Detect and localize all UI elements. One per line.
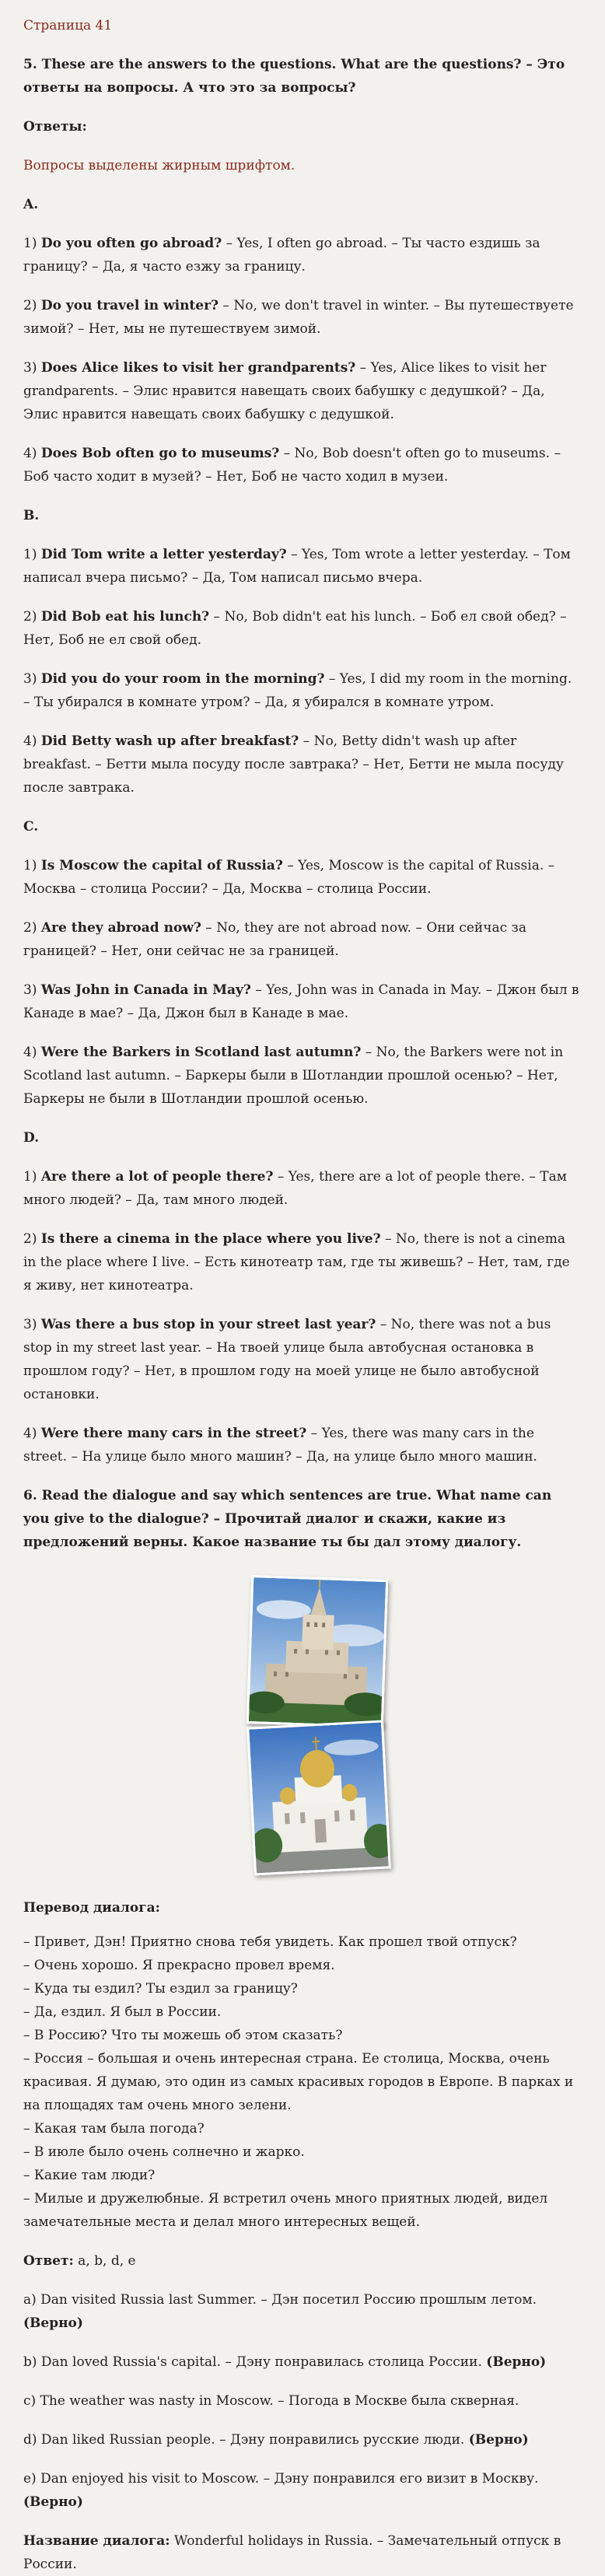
cathedral-photo xyxy=(247,1720,391,1876)
answers-label: Ответы: xyxy=(23,115,582,138)
dialog-line: – Куда ты ездил? Ты ездил за границу? xyxy=(23,1977,582,2000)
dialog-line: – Какие там люди? xyxy=(23,2164,582,2187)
list-item: 3) Did you do your room in the morning? – Yes, I did my room in the morning. – Ты убирался в комнате утром? – Да, я убирался в комнате утром. xyxy=(23,667,582,714)
list-item: 1) Did Tom write a letter yesterday? – Yes, Tom wrote a letter yesterday. – Том написал вчера письмо? – Да, Том написал письмо вчера. xyxy=(23,543,582,590)
dialog-translation xyxy=(23,1930,582,2234)
group-label: C. xyxy=(23,815,582,838)
list-item: 2) Is there a cinema in the place where you live? – No, there is not a cinema in the place where I live. – Есть кинотеатр там, где ты живешь? – Нет, там, где я живу, нет кинотеатра. xyxy=(23,1227,582,1297)
dialog-line: – Привет, Дэн! Приятно снова тебя увидеть. Как прошел твой отпуск? xyxy=(23,1930,582,1954)
statement: b) Dan loved Russia's capital. – Дэну понравилась столица России. (Верно) xyxy=(23,2350,582,2374)
dialog-line: – Очень хорошо. Я прекрасно провел время. xyxy=(23,1954,582,1977)
list-item: 2) Did Bob eat his lunch? – No, Bob didn't eat his lunch. – Боб ел свой обед? – Нет, Боб не ел свой обед. xyxy=(23,605,582,652)
group-label: B. xyxy=(23,504,582,527)
page-number: Страница 41 xyxy=(23,14,582,37)
list-item: 4) Did Betty wash up after breakfast? – No, Betty didn't wash up after breakfast. – Бетти мыла посуду после завтрака? – Нет, Бетти не мыла посуду после завтрака. xyxy=(23,730,582,800)
group-label: A. xyxy=(23,193,582,216)
dialog-line: – В Россию? Что ты можешь об этом сказать? xyxy=(23,2024,582,2047)
dialog-line: – Да, ездил. Я был в России. xyxy=(23,2000,582,2024)
list-item: 2) Are they abroad now? – No, they are not abroad now. – Они сейчас за границей? – Нет, они сейчас не за границей. xyxy=(23,916,582,963)
list-item: 3) Was John in Canada in May? – Yes, John was in Canada in May. – Джон был в Канаде в мае? – Да, Джон был в Канаде в мае. xyxy=(23,978,582,1025)
moscow-photos xyxy=(249,1577,404,1881)
list-item: 4) Were the Barkers in Scotland last autumn? – No, the Barkers were not in Scotland last autumn. – Баркеры были в Шотландии прошлой осенью? – Нет, Баркеры не были в Шотландии прошлой осенью. xyxy=(23,1041,582,1111)
list-item: 3) Was there a bus stop in your street last year? – No, there was not a bus stop in my street last year. – На твоей улице была автобусная остановка в прошлом году? – Нет, в прошлом году на моей улице не было автобусной остановки. xyxy=(23,1313,582,1406)
moscow-university-photo xyxy=(247,1575,389,1728)
statement: e) Dan enjoyed his visit to Moscow. – Дэну понравился его визит в Москву. (Верно) xyxy=(23,2467,582,2514)
task5-title: 5. These are the answers to the questions. What are the questions? – Это ответы на вопросы. А что это за вопросы? xyxy=(23,53,582,100)
list-item: 3) Does Alice likes to visit her grandparents? – Yes, Alice likes to visit her grandparents. – Элис нравится навещать своих бабушку с дедушкой? – Да, Элис нравится навещать своих бабушку с дедушкой. xyxy=(23,356,582,426)
dialogue-title-line: Название диалога: Wonderful holidays in Russia. – Замечательный отпуск в России. xyxy=(23,2529,582,2576)
answer-line: Ответ: a, b, d, e xyxy=(23,2249,582,2273)
statement: d) Dan liked Russian people. – Дэну понравились русские люди. (Верно) xyxy=(23,2428,582,2452)
list-item: 1) Are there a lot of people there? – Yes, there are a lot of people there. – Там много людей? – Да, там много людей. xyxy=(23,1165,582,1212)
statement: a) Dan visited Russia last Summer. – Дэн посетил Россию прошлым летом. (Верно) xyxy=(23,2288,582,2335)
bold-note: Вопросы выделены жирным шрифтом. xyxy=(23,154,582,177)
list-item: 2) Do you travel in winter? – No, we don't travel in winter. – Вы путешествуете зимой? – Нет, мы не путешествуем зимой. xyxy=(23,294,582,341)
dialog-line: – Милые и дружелюбные. Я встретил очень много приятных людей, видел замечательные места и делал много интересных вещей. xyxy=(23,2187,582,2234)
translation-label: Перевод диалога: xyxy=(23,1896,582,1920)
dialog-line: – В июле было очень солнечно и жарко. xyxy=(23,2140,582,2164)
task6-title: 6. Read the dialogue and say which sentences are true. What name can you give to the dialogue? – Прочитай диалог и скажи, какие из предложений верны. Какое название ты бы дал этому диалогу. xyxy=(23,1484,582,1554)
list-item: 4) Were there many cars in the street? – Yes, there was many cars in the street. – На улице было много машин? – Да, на улице было много машин. xyxy=(23,1422,582,1468)
list-item: 1) Do you often go abroad? – Yes, I often go abroad. – Ты часто ездишь за границу? – Да, я часто езжу за границу. xyxy=(23,232,582,278)
list-item: 4) Does Bob often go to museums? – No, Bob doesn't often go to museums. – Боб часто ходит в музей? – Нет, Боб не часто ходил в музеи. xyxy=(23,442,582,488)
statement: c) The weather was nasty in Moscow. – Погода в Москве была скверная. xyxy=(23,2389,582,2413)
dialog-line: – Россия – большая и очень интересная страна. Ее столица, Москва, очень красивая. Я думаю, это один из самых красивых городов в Европе. В парках и на площадях там очень много зелени. xyxy=(23,2047,582,2117)
group-label: D. xyxy=(23,1126,582,1150)
dialog-line: – Какая там была погода? xyxy=(23,2117,582,2140)
list-item: 1) Is Moscow the capital of Russia? – Yes, Moscow is the capital of Russia. – Москва – столица России? – Да, Москва – столица России. xyxy=(23,854,582,901)
